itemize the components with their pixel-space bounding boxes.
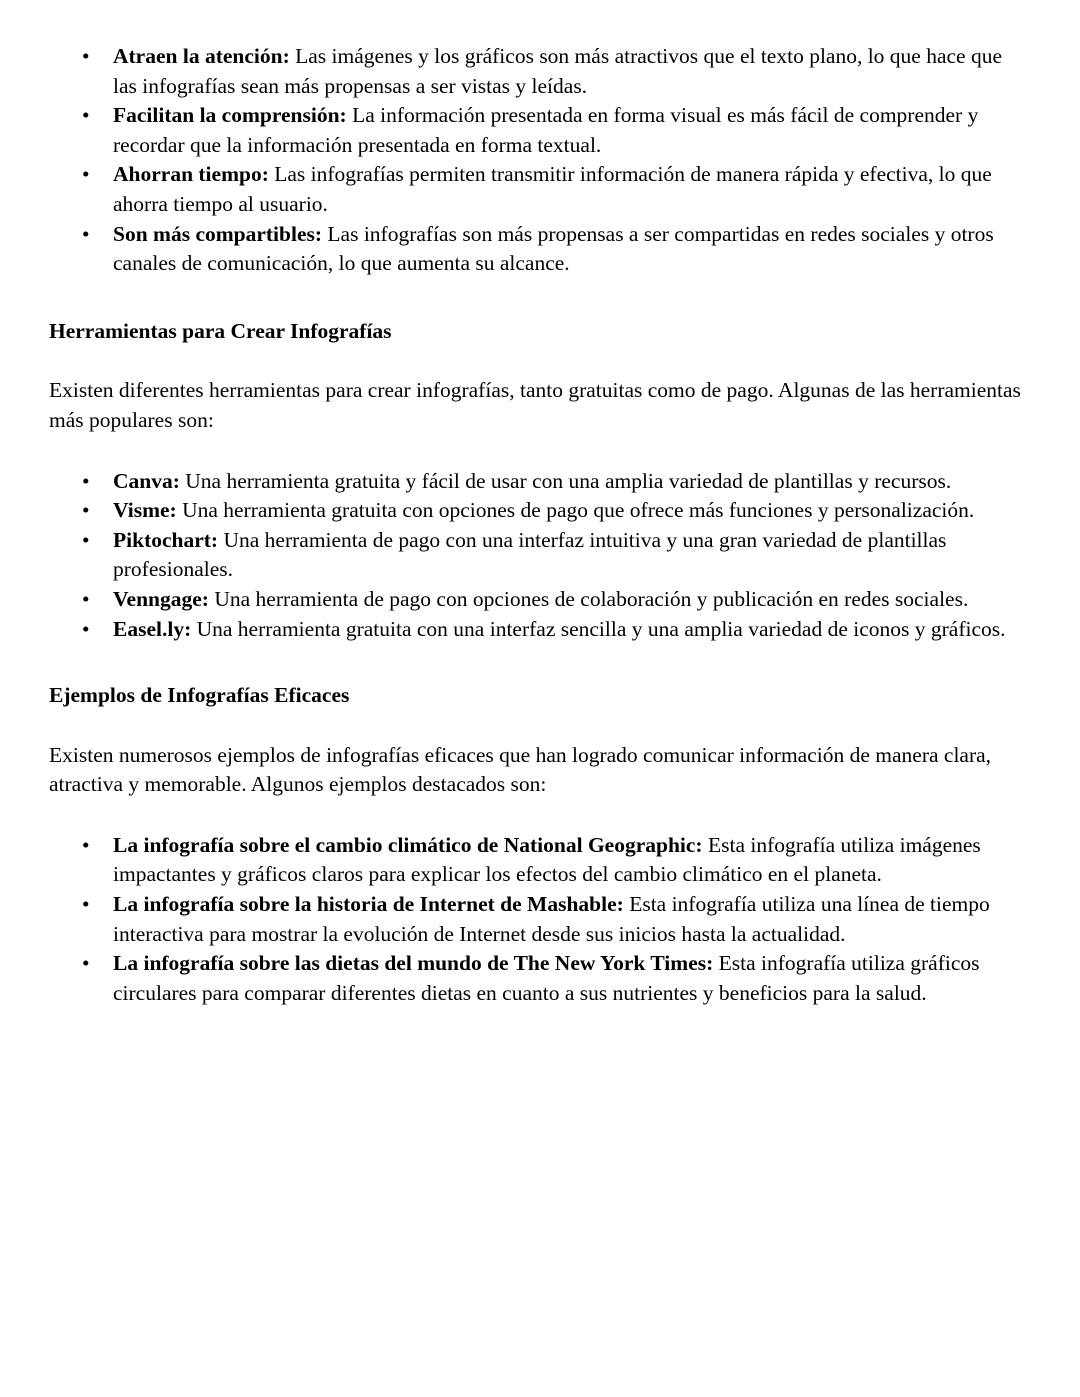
list-item-lead: Visme: (113, 498, 177, 523)
list-item-lead: La infografía sobre las dietas del mundo de The New York Times: (113, 951, 714, 976)
list-item-lead: Ahorran tiempo: (113, 162, 269, 187)
spacer (49, 644, 1031, 681)
list-item-lead: Atraen la atención: (113, 44, 290, 68)
examples-list (49, 831, 1031, 1009)
list-item (49, 615, 1031, 645)
examples-section-heading: Ejemplos de Infografías Eficaces (49, 683, 350, 708)
list-item-text: Una herramienta gratuita con opciones de pago que ofrece más funciones y personalización. (176, 498, 975, 523)
spacer (49, 800, 1031, 831)
list-item-text: Una herramienta gratuita con una interfaz sencilla y una amplia variedad de iconos y gráficos. (191, 616, 1006, 641)
bullet-icon: • (82, 832, 90, 857)
list-item-lead: Piktochart: (113, 527, 219, 552)
tools-list (49, 467, 1031, 645)
list-item-lead: Facilitan la comprensión: (113, 103, 347, 128)
bullet-icon: • (82, 498, 90, 523)
list-item (49, 890, 1031, 949)
list-item (49, 467, 1031, 497)
list-item-text: Esta infografía utiliza una línea de tiempo interactiva para mostrar la evolución de Internet desde sus inicios hasta la actualidad. (113, 892, 990, 946)
list-item-text: Una herramienta de pago con una interfaz intuitiva y una gran variedad de plantillas profesionales. (113, 527, 947, 582)
list-item-text: Las infografías son más propensas a ser compartidas en redes sociales y otros canales de comunicación, lo que aumenta su alcance. (113, 221, 994, 276)
list-item (49, 101, 1031, 160)
bullet-icon: • (82, 527, 90, 552)
list-item (49, 220, 1031, 279)
document-body (49, 42, 1031, 1008)
list-item-lead: Canva: (113, 468, 180, 493)
list-item-text: Una herramienta gratuita y fácil de usar con una amplia variedad de plantillas y recursos. (179, 468, 952, 493)
spacer (49, 436, 1031, 467)
tools-intro-paragraph: Existen diferentes herramientas para crear infografías, tanto gratuitas como de pago. Algunas de las herramientas más populares son: (49, 378, 1021, 432)
list-item (49, 831, 1031, 890)
list-item (49, 949, 1031, 1008)
list-item-lead: Venngage: (113, 586, 209, 611)
bullet-icon: • (82, 892, 90, 917)
bullet-icon: • (82, 103, 90, 128)
bullet-icon: • (82, 44, 90, 68)
spacer (49, 279, 1031, 317)
bullet-icon: • (82, 468, 90, 493)
list-item-text: Las infografías permiten transmitir información de manera rápida y efectiva, lo que ahorra tiempo al usuario. (113, 162, 992, 216)
bullet-icon: • (82, 951, 90, 976)
tools-section-heading: Herramientas para Crear Infografías (49, 318, 392, 343)
list-item (49, 42, 1031, 101)
list-item-text: Las imágenes y los gráficos son más atractivos que el texto plano, lo que hace que las infografías sean más propensas a ser vistas y leídas. (113, 44, 1003, 98)
list-item-text: La información presentada en forma visual es más fácil de comprender y recordar que la información presentada en forma textual. (113, 103, 979, 157)
bullet-icon: • (82, 616, 90, 641)
list-item-lead: Easel.ly: (113, 616, 192, 641)
bullet-icon: • (82, 586, 90, 611)
list-item-text: Esta infografía utiliza imágenes impactantes y gráficos claros para explicar los efectos del cambio climático en el planeta. (113, 832, 981, 887)
list-item-lead: La infografía sobre el cambio climático de National Geographic: (113, 832, 703, 857)
list-item (49, 526, 1031, 585)
list-item (49, 160, 1031, 219)
list-item-lead: Son más compartibles: (113, 221, 323, 246)
spacer (49, 711, 1031, 741)
bullet-icon: • (82, 221, 90, 246)
bullet-icon: • (82, 162, 90, 187)
list-item (49, 496, 1031, 526)
list-item-text: Una herramienta de pago con opciones de colaboración y publicación en redes sociales. (208, 586, 969, 611)
examples-intro-paragraph: Existen numerosos ejemplos de infografías eficaces que han logrado comunicar información de manera clara, atractiva y memorable. Algunos ejemplos destacados son: (49, 742, 992, 797)
spacer (49, 346, 1031, 376)
list-item (49, 585, 1031, 615)
list-item-text: Esta infografía utiliza gráficos circulares para comparar diferentes dietas en cuanto a sus nutrientes y beneficios para la salud. (113, 951, 980, 1005)
list-item-lead: La infografía sobre la historia de Internet de Mashable: (113, 892, 624, 917)
benefits-list (49, 42, 1031, 279)
